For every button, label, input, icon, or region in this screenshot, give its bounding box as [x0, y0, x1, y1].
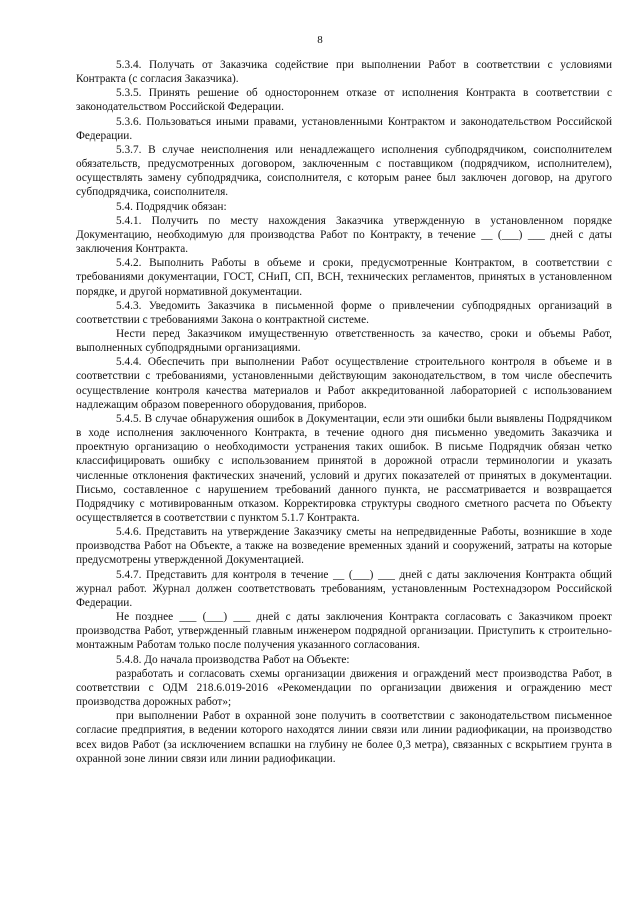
paragraph-5-4-7: 5.4.7. Представить для контроля в течение __ (___) ___ дней с даты заключения Контракта общий журнал работ. Журнал должен соответствовать требованиям, установленным Ростехнадзором Российской Федерации. [76, 568, 612, 609]
page-number: 8 [317, 34, 323, 46]
paragraph-5-4-8-protected-zone: при выполнении Работ в охранной зоне получить в соответствии с законодательством письменное согласие предприятия, в ведении которого находятся линии связи или линии радиофикации, на производство всех видов Работ (за исключением вспашки на глубину не более 0,3 метра), связанных с вскрытием грунта в охранной зоне линии связи или линии радиофикации. [76, 710, 612, 765]
paragraph-5-4-4: 5.4.4. Обеспечить при выполнении Работ осуществление строительного контроля в объеме и в соответствии с требованиями, установленными действующим законодательством, в том числе обеспечить осуществление контроля качества материалов и Работ аккредитованной лабораторией с использованием надлежащим образом поверенного оборудования, приборов. [76, 356, 612, 411]
paragraph-5-4-1: 5.4.1. Получить по месту нахождения Заказчика утвержденную в установленном порядке Документацию, необходимую для производства Работ по Контракту, в течение __ (___) ___ дней с даты заключения Контракта. [76, 214, 612, 256]
paragraph-5-3-4: 5.3.4. Получать от Заказчика содействие при выполнении Работ в соответствии с условиями Контракта (с согласия Заказчика). [76, 59, 612, 86]
paragraph-5-4-6: 5.4.6. Представить на утверждение Заказчику сметы на непредвиденные Работы, возникшие в ходе производства Работ на Объекте, а также на возведение временных зданий и сооружений, затраты на которые предусмотрены утвержденной Документацией. [76, 526, 612, 567]
paragraph-5-4-7-project: Не позднее ___ (___) ___ дней с даты заключения Контракта согласовать с Заказчиком проект производства Работ, утвержденный главным инженером подрядной организации. Приступить к строительно-монтажным Работам только после получения указанного согласования. [76, 611, 612, 652]
paragraph-5-4-8-traffic-schemes: разработать и согласовать схемы организации движения и ограждений мест производства Работ, в соответствии с ОДМ 218.6.019-2016 «Рекомендации по организации движения и ограждению мест производства дорожных работ»; [76, 667, 612, 709]
paragraph-5-3-5: 5.3.5. Принять решение об одностороннем отказе от исполнения Контракта в соответствии с законодательством Российской Федерации. [76, 87, 612, 114]
paragraph-5-4-3: 5.4.3. Уведомить Заказчика в письменной форме о привлечении субподрядных организаций в соответствии с требованиями Закона о контрактной системе. [76, 299, 612, 326]
paragraph-5-3-6: 5.3.6. Пользоваться иными правами, установленными Контрактом и законодательством Российской Федерации. [76, 115, 612, 142]
paragraph-5-4: 5.4. Подрядчик обязан: [116, 200, 227, 213]
paragraph-5-4-8: 5.4.8. До начала производства Работ на Объекте: [116, 653, 350, 666]
paragraph-5-4-2: 5.4.2. Выполнить Работы в объеме и сроки, предусмотренные Контрактом, в соответствии с требованиями документации, ГОСТ, СНиП, СП, ВСН, технических регламентов, принятых в установленном порядке, и другой нормативной документации. [76, 257, 612, 298]
document-body [76, 58, 612, 766]
paragraph-5-4-3-liability: Нести перед Заказчиком имущественную ответственность за качество, сроки и объемы Работ, выполненных субподрядными организациями. [76, 327, 612, 355]
paragraph-5-4-5: 5.4.5. В случае обнаружения ошибок в Документации, если эти ошибки были выявлены Подрядчиком в ходе исполнения заключенного Контракта, в течение одного дня письменно уведомить Заказчика и проектную организацию о необходимости устранения таких ошибок. В письме Подрядчик обязан четко классифицировать ошибку с использованием принятой в дорожной отрасли терминологии и указать численные отклонения фактических значений, условий и других показателей от принятых в документации. Письмо, составленное с нарушением требований данного пункта, не рассматривается и возвращается Подрядчику с мотивированным отказом. Корректировка структуры сводного сметного расчета по Объекту осуществляется в соответствии с пунктом 5.1.7 Контракта. [76, 412, 612, 524]
paragraph-5-3-7: 5.3.7. В случае неисполнения или ненадлежащего исполнения субподрядчиком, соисполнителем обязательств, предусмотренных договором, заключенным с поставщиком (подрядчиком, исполнителем), осуществлять замену субподрядчика, соисполнителя, с которым ранее был заключен договор, на другого субподрядчика, соисполнителя. [76, 143, 612, 199]
